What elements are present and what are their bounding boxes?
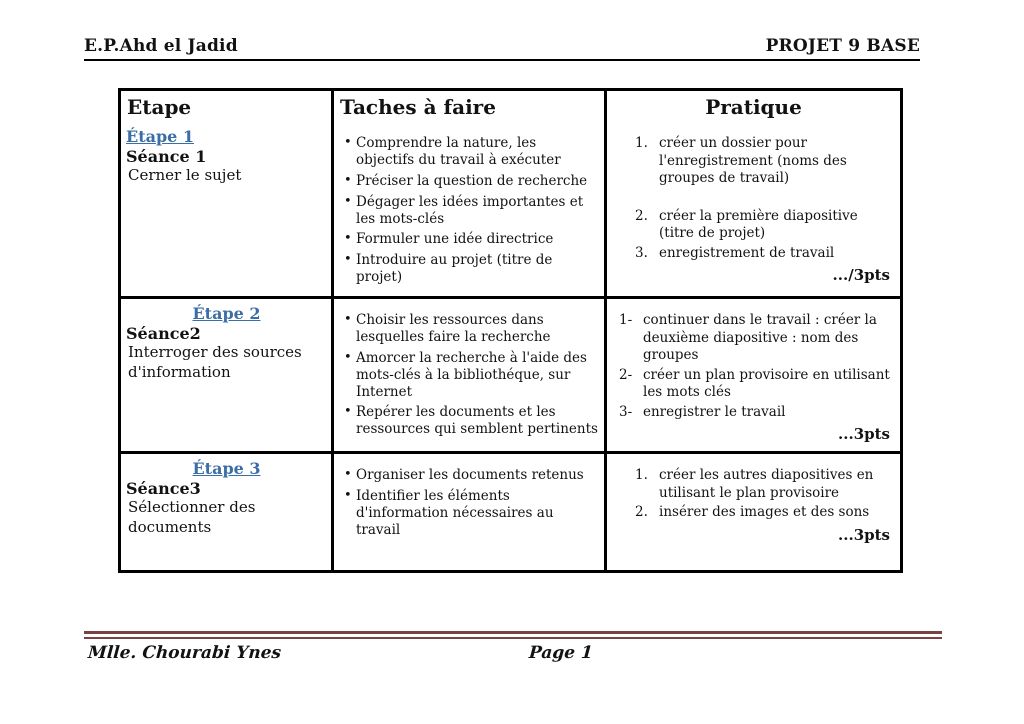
points-label: ...3pts	[838, 525, 890, 544]
etape-cell	[121, 122, 331, 296]
item-number: 1.	[635, 467, 648, 483]
pratique-list	[615, 312, 892, 423]
pratique-list	[615, 467, 892, 524]
taches-item-text: Comprendre la nature, les objectifs du travail à exécuter	[356, 135, 561, 168]
column-header-label: Etape	[127, 95, 192, 119]
bullet-icon: •	[344, 312, 352, 327]
taches-list	[340, 312, 598, 438]
pratique-item-text: créer les autres diapositives en utilisant le plan provisoire	[659, 467, 874, 501]
taches-item	[340, 467, 598, 484]
taches-item	[340, 194, 598, 228]
table-body	[121, 122, 900, 570]
pratique-item-text: créer la première diapositive (titre de projet)	[659, 207, 858, 242]
taches-item-text: Dégager les idées importantes et les mots-clés	[356, 193, 584, 227]
bullet-icon: •	[344, 467, 352, 482]
item-number: 3.	[635, 244, 648, 261]
table-header-row	[121, 91, 900, 122]
bullet-icon: •	[344, 349, 352, 365]
pratique-item-text: enregistrer le travail	[643, 403, 786, 420]
taches-list	[340, 135, 598, 286]
item-number: 2.	[635, 504, 648, 521]
footer-author-name: Mlle. Chourabi Ynes	[87, 643, 282, 663]
etapes-table	[118, 88, 903, 573]
etape-description: Interroger des sources d'information	[128, 343, 302, 381]
pratique-cell	[604, 451, 900, 570]
taches-item-text: Choisir les ressources dans lesquelles faire la recherche	[356, 312, 551, 345]
pratique-item	[615, 135, 892, 188]
bullet-icon: •	[344, 252, 352, 268]
pratique-item-text: continuer dans le travail : créer la deuxième diapositive : nom des groupes	[643, 312, 877, 364]
etape-link[interactable]: Étape 2	[192, 304, 261, 323]
table-row	[121, 296, 900, 451]
taches-item-text: Identifier les éléments d'information nécessaires au travail	[356, 487, 554, 538]
header-cell-pratique	[604, 91, 900, 122]
bullet-icon: •	[344, 487, 352, 503]
table-row	[121, 451, 900, 570]
taches-item-text: Formuler une idée directrice	[356, 231, 554, 248]
document-footer	[88, 643, 940, 671]
pratique-item-text: créer un plan provisoire en utilisant les mots clés	[643, 366, 890, 401]
bullet-icon: •	[344, 135, 352, 150]
taches-item	[340, 312, 598, 346]
taches-item	[340, 135, 598, 169]
taches-item	[340, 231, 598, 248]
item-number: 1-	[619, 312, 633, 328]
etape-cell	[121, 296, 331, 451]
item-number: 3-	[619, 403, 633, 420]
etape-title-wrap	[126, 127, 327, 147]
pratique-cell	[604, 296, 900, 451]
taches-cell	[331, 451, 604, 570]
header-school-name: E.P.Ahd el Jadid	[84, 36, 238, 56]
pratique-item	[615, 208, 892, 243]
header-cell-taches	[331, 91, 604, 122]
etape-link[interactable]: Étape 1	[126, 127, 195, 146]
pratique-item	[615, 404, 892, 422]
bullet-icon: •	[344, 231, 352, 247]
etape-description: Sélectionner des documents	[128, 498, 256, 536]
header-project-title: PROJET 9 BASE	[765, 36, 920, 56]
item-number: 2.	[635, 207, 648, 224]
points-label: .../3pts	[832, 266, 890, 285]
seance-label: Séance 1	[126, 147, 207, 166]
taches-item-text: Organiser les documents retenus	[356, 467, 584, 483]
pratique-item-text: créer un dossier pour l'enregistrement (noms des groupes de travail)	[659, 135, 847, 187]
pratique-item	[615, 367, 892, 402]
etape-cell	[121, 451, 331, 570]
pratique-item-text: insérer des images et des sons	[659, 504, 870, 521]
etape-title-wrap	[126, 304, 327, 324]
etape-title-wrap	[126, 459, 327, 479]
taches-cell	[331, 296, 604, 451]
pratique-list	[615, 135, 892, 264]
item-number: 2-	[619, 366, 633, 383]
footer-page-number: Page 1	[528, 643, 594, 663]
taches-item	[340, 173, 598, 190]
taches-item-text: Préciser la question de recherche	[356, 172, 588, 189]
taches-item	[340, 350, 598, 401]
bullet-icon: •	[344, 193, 352, 209]
item-number: 1.	[635, 135, 648, 151]
taches-cell	[331, 122, 604, 296]
bullet-icon: •	[344, 404, 352, 420]
taches-list	[340, 467, 598, 539]
etape-description: Cerner le sujet	[128, 166, 242, 185]
etape-link[interactable]: Étape 3	[192, 459, 261, 478]
table-row	[121, 122, 900, 296]
pratique-item	[615, 312, 892, 365]
taches-item-text: Amorcer la recherche à l'aide des mots-clés à la bibliothéque, sur Internet	[356, 349, 587, 400]
seance-label: Séance3	[126, 479, 201, 498]
pratique-item-text: enregistrement de travail	[659, 244, 835, 261]
taches-item	[340, 404, 598, 438]
pratique-item	[615, 504, 892, 522]
column-header-label: Pratique	[705, 95, 802, 119]
pratique-item	[615, 467, 892, 502]
pratique-item	[615, 245, 892, 263]
document-header	[84, 36, 920, 61]
bullet-icon: •	[344, 172, 352, 188]
taches-item-text: Repérer les documents et les ressources qui semblent pertinents	[356, 404, 598, 438]
taches-item-text: Introduire au projet (titre de projet)	[356, 252, 553, 286]
header-cell-etape	[121, 91, 331, 122]
taches-item	[340, 252, 598, 286]
taches-item	[340, 488, 598, 539]
points-label: ...3pts	[838, 425, 890, 444]
column-header-label: Taches à faire	[340, 95, 496, 119]
footer-divider-line	[84, 631, 942, 639]
seance-label: Séance2	[126, 324, 201, 343]
pratique-cell	[604, 122, 900, 296]
